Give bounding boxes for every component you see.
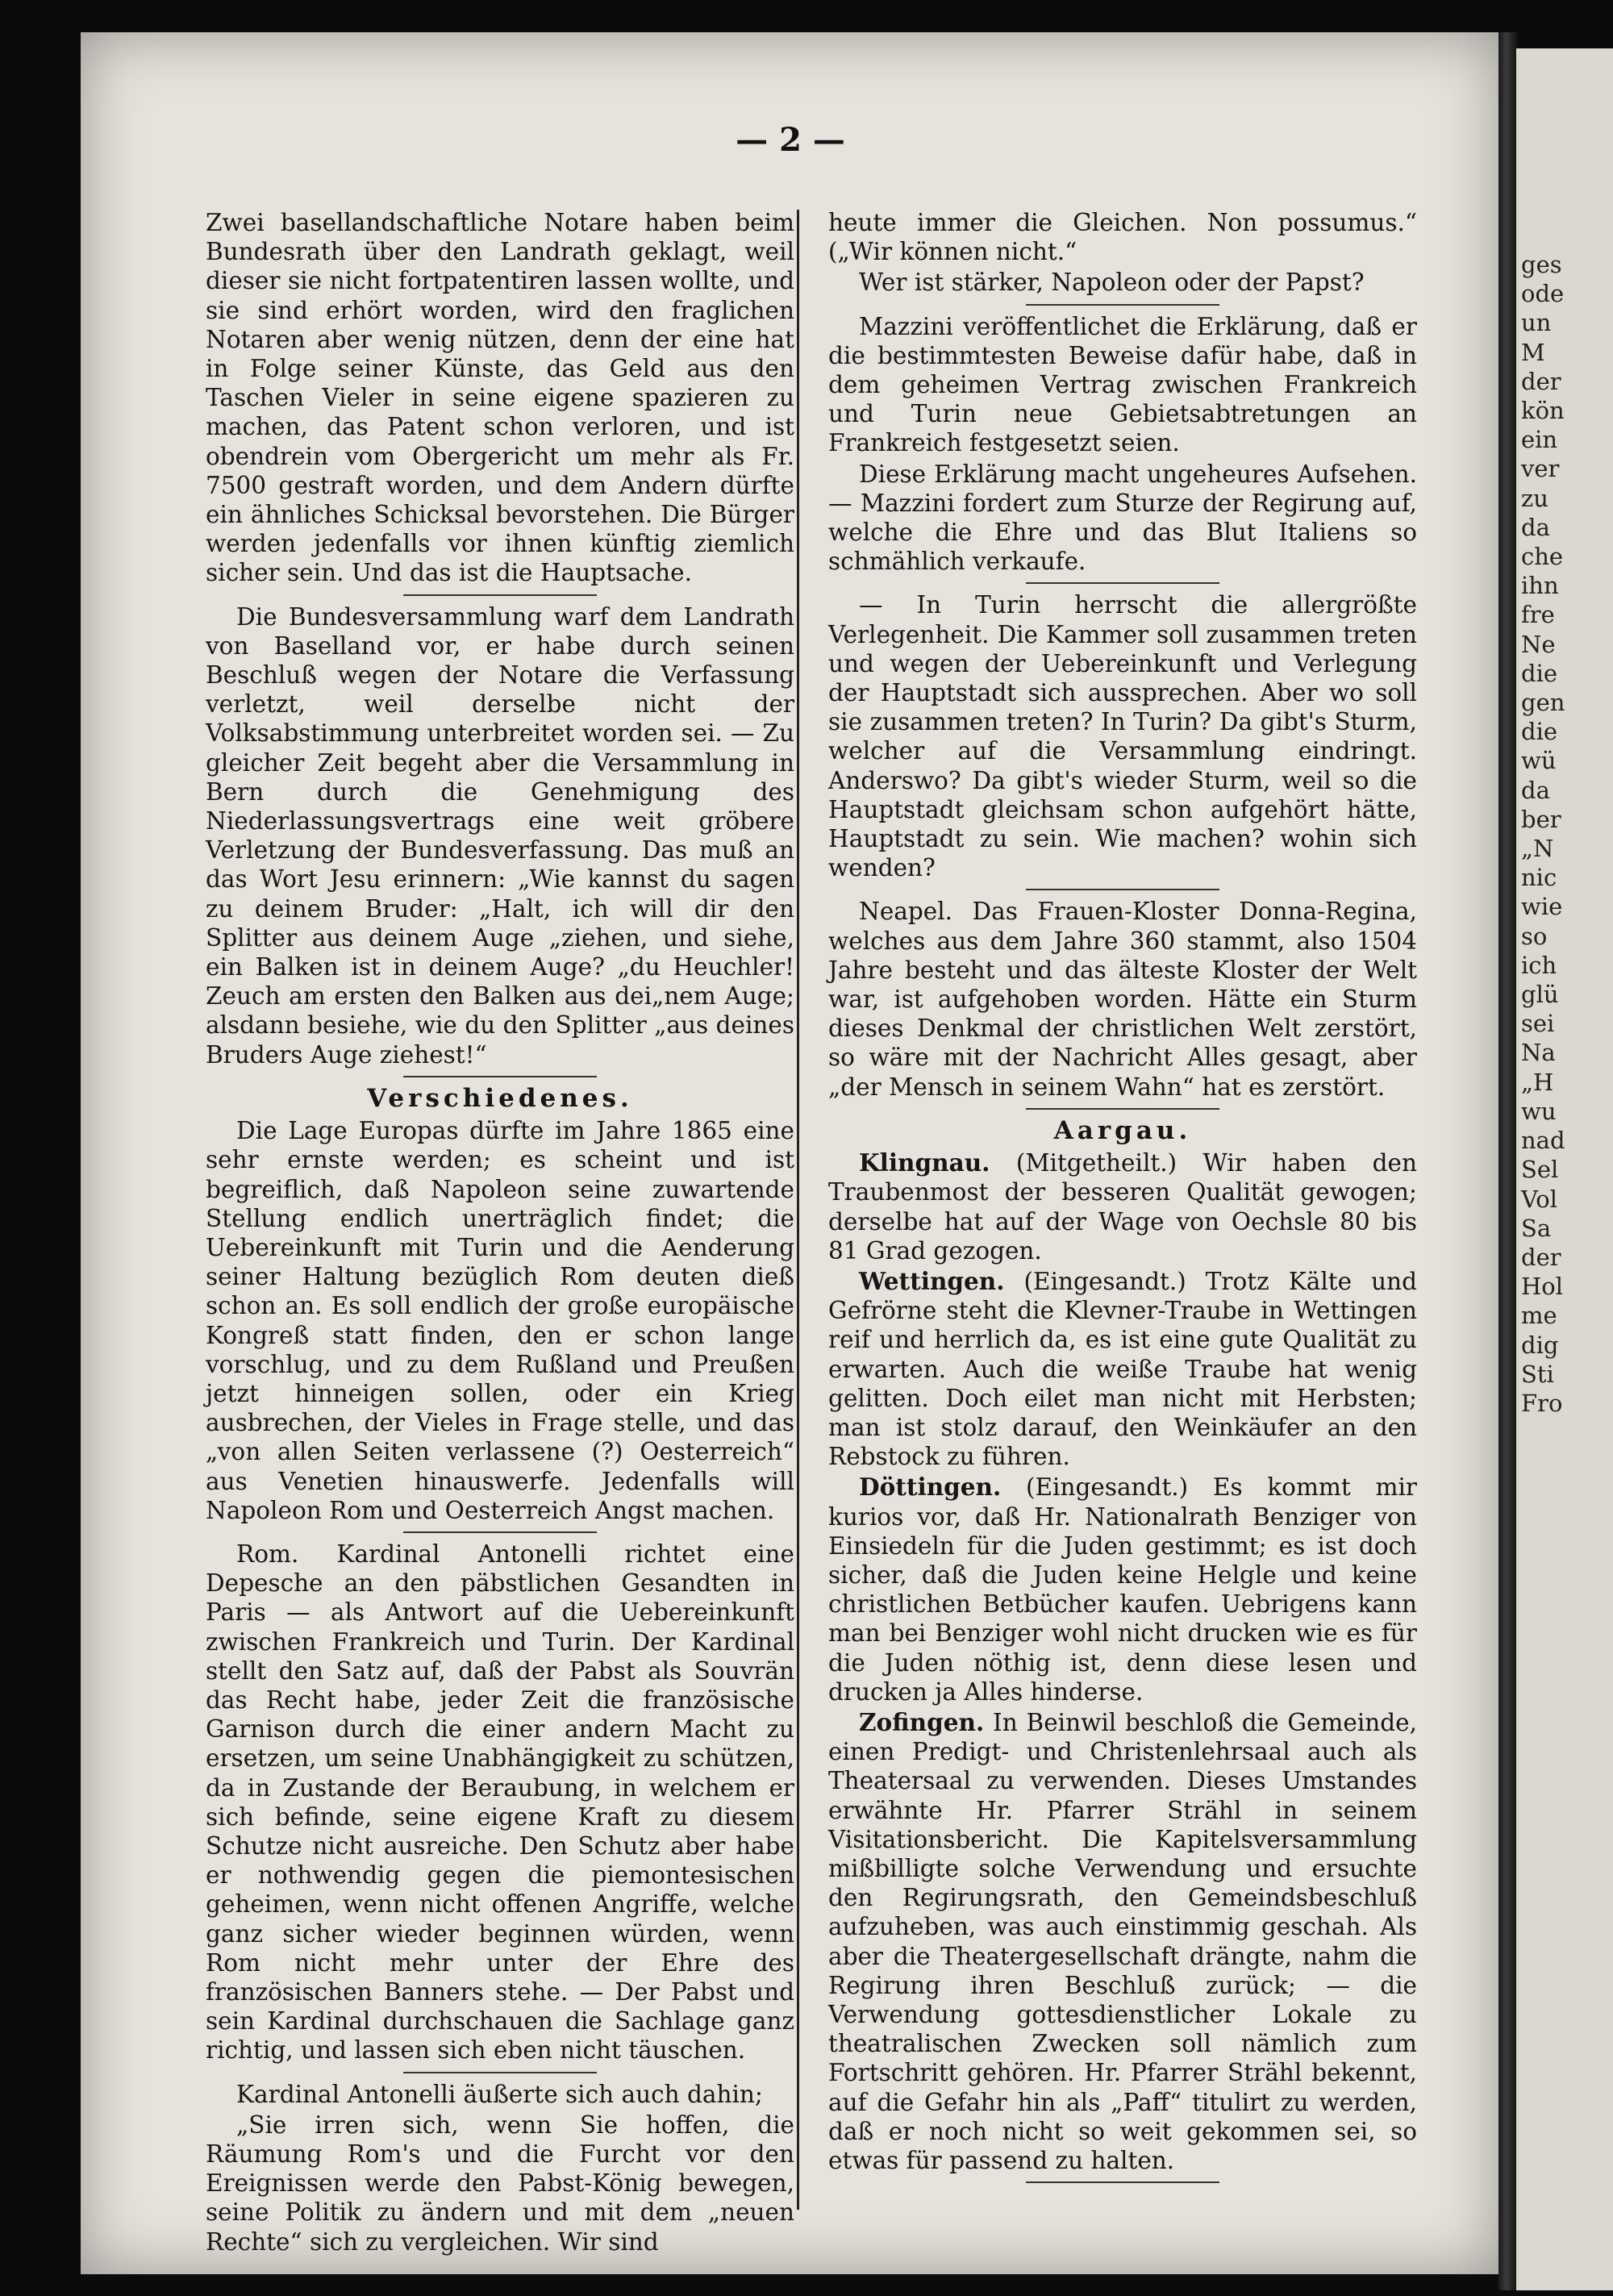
next-page-line-fragment: gen — [1521, 689, 1565, 717]
next-page-line-fragment: ber — [1521, 805, 1561, 833]
next-page-line-fragment: Sa — [1521, 1214, 1552, 1242]
newspaper-page — [81, 32, 1500, 2274]
article-neapel: Neapel. Das Frauen-Kloster Donna-Regina, welches aus dem Jahre 360 stammt, also 1504 Jahre besteht und das älteste Kloster der Welt war, ist aufgehoben worden. Hätte ein Sturm dieses Denkmal der christlichen Welt zerstört, so wäre mit der Nachricht Alles gesagt, aber „der Mensch in seinem Wahn“ hat es zerstört. — [828, 898, 1417, 1101]
next-page-edge — [1516, 48, 1613, 2290]
next-page-line-fragment: die — [1521, 659, 1558, 687]
next-page-line-fragment: nad — [1521, 1127, 1565, 1155]
article-non-possumus: heute immer die Gleichen. Non possumus.“ („Wir können nicht.“ — [828, 209, 1417, 266]
place-doettingen: Döttingen. — [859, 1473, 1002, 1502]
next-page-line-fragment: ihn — [1521, 572, 1559, 600]
next-page-line-fragment: Sti — [1521, 1360, 1554, 1388]
next-page-line-fragment: Fro — [1521, 1389, 1563, 1417]
next-page-line-fragment: zu — [1521, 484, 1548, 512]
next-page-line-fragment: da — [1521, 513, 1550, 541]
next-page-line-fragment: fre — [1521, 601, 1555, 629]
article-zofingen: Zofingen. In Beinwil beschloß die Gemeinde, einen Predigt- und Christenlehrsaal auch als Theatersaal zu verwenden. Dieses Umstandes erwähnte Hr. Pfarrer Strähl in seinem Visitationsbericht. Die Kapitelsversammlung mißbilligte solche Verwendung und ersuchte den Regirungsrath, den Gemeindsbeschluß aufzuheben, was auch einstimmig geschah. Als aber die Theatergesellschaft drängte, nahm die Regirung ihren Beschluß zurück; — die Verwendung gottesdienstlicher Lokale zu theatralischen Zwecken soll nämlich zum Fortschritt gehören. Hr. Pfarrer Strähl bekennt, auf die Gefahr hin als „Paff“ titulirt zu werden, daß er noch nicht so weit gekommen sei, so etwas für passend zu halten. — [828, 1707, 1417, 2174]
next-page-line-fragment: Hol — [1521, 1273, 1564, 1301]
right-column — [828, 208, 1417, 2190]
next-page-line-fragment: me — [1521, 1302, 1557, 1330]
next-page-line-fragment: Sel — [1521, 1156, 1559, 1184]
column-divider — [797, 210, 799, 2210]
next-page-line-fragment: ich — [1521, 951, 1557, 979]
next-page-line-fragment: un — [1521, 309, 1552, 337]
separator-rule — [403, 1076, 597, 1077]
next-page-line-fragment: ein — [1521, 426, 1558, 454]
separator-rule — [1026, 582, 1219, 584]
separator-rule — [403, 1531, 597, 1533]
next-page-line-fragment: dig — [1521, 1331, 1559, 1359]
article-notare: Zwei basellandschaftliche Notare haben beim Bundesrath über den Landrath geklagt, weil dieser sie nicht fortpatentiren lassen wollte, und sie sind erhört worden, wird den fraglichen Notaren aber wenig nützen, denn der eine hat in Folge seiner Künste, das Geld aus den Taschen Vieler in seine eigene spazieren zu machen, das Patent schon verloren, und ist obendrein vom Obergericht um mehr als Fr. 7500 gestraft worden, und dem Andern dürfte ein ähnliches Schicksal bevorstehen. Die Bürger werden jedenfalls vor ihnen künftig ziemlich sicher sein. Und das ist die Hauptsache. — [206, 209, 794, 587]
page-number: — 2 — — [736, 121, 845, 159]
next-page-line-fragment: da — [1521, 776, 1550, 804]
next-page-line-fragment: glü — [1521, 981, 1559, 1009]
separator-rule — [1026, 889, 1219, 890]
separator-rule — [1026, 2181, 1219, 2183]
next-page-line-fragment: der — [1521, 1243, 1561, 1271]
next-page-line-fragment: der — [1521, 367, 1561, 395]
article-rom: Rom. Kardinal Antonelli richtet eine Depesche an den päbstlichen Gesandten in Paris — als Antwort auf die Uebereinkunft zwischen Frankreich und Turin. Der Kardinal stellt den Satz auf, daß der Pabst als Souvrän das Recht habe, jeder Zeit die französische Garnison durch die einer andern Macht zu ersetzen, um seine Unabhängigkeit zu schützen, da in Zustande der Beraubung, in welchem er sich befinde, seine eigene Kraft zu diesem Schutze nicht ausreiche. Den Schutz aber habe er nothwendig gegen die piemontesischen geheimen, wenn nicht offenen Angriffe, welche ganz sicher wieder beginnen würden, wenn Rom nicht mehr unter der Ehre des französischen Banners stehe. — Der Pabst und sein Kardinal durchschauen die Sachlage ganz richtig, und lassen sich eben nicht täuschen. — [206, 1540, 794, 2065]
article-wettingen: Wettingen. (Eingesandt.) Trotz Kälte und Gefrörne steht die Klevner-Traube in Wettingen reif und herrlich da, es ist eine gute Qualität zu erwarten. Auch die weiße Traube hat wenig gelitten. Doch eilet man nicht mit Herbsten; man ist stolz darauf, den Weinkäufer an den Rebstock zu führen. — [828, 1266, 1417, 1471]
section-heading-aargau: Aargau. — [1053, 1115, 1192, 1145]
next-page-line-fragment: M — [1521, 338, 1545, 366]
article-bundesversammlung: Die Bundesversammlung warf dem Landrath von Baselland vor, er habe durch seinen Beschluß wegen der Notare die Verfassung verletzt, weil derselbe nicht der Volksabstimmung unterbreitet worden sei. — Zu gleicher Zeit begeht aber die Versammlung in Bern durch die Genehmigung des Niederlassungsvertrags eine weit gröbere Verletzung der Bundesverfassung. Das muß an das Wort Jesu erinnern: „Wie kannst du sagen zu deinem Bruder: „Halt, ich will dir den Splitter aus deinem Auge „ziehen, und siehe, ein Balken ist in deinem Auge? „du Heuchler! Zeuch am ersten den Balken aus dei„nem Auge; alsdann besiehe, wie du den Splitter „aus deines Bruders Auge ziehest!“ — [206, 602, 794, 1069]
article-europa: Die Lage Europas dürfte im Jahre 1865 eine sehr ernste werden; es scheint und ist begreiflich, daß Napoleon seine zuwartende Stellung endlich unerträglich findet; die Uebereinkunft mit Turin und die Aenderung seiner Haltung bezüglich Rom deuten dieß schon an. Es soll endlich der große europäische Kongreß statt finden, den er schon lange vorschlug, und zu dem Rußland und Preußen jetzt hinneigen sollen, oder ein Krieg ausbrechen, der Vieles in Frage stelle, und das „von allen Seiten verlassene (?) Oesterreich“ aus Venetien hinauswerfe. Jedenfalls will Napoleon Rom und Oesterreich Angst machen. — [206, 1117, 794, 1524]
next-page-line-fragment: nic — [1521, 864, 1557, 892]
next-page-line-fragment: wü — [1521, 747, 1557, 775]
next-page-line-fragment: wie — [1521, 893, 1563, 921]
article-mazzini: Mazzini veröffentlichet die Erklärung, daß er die bestimmtesten Beweise dafür habe, daß in dem geheimen Vertrag zwischen Frankreich und Turin neue Gebietsabtretungen an Frankreich festgesetzt seien. — [828, 312, 1417, 457]
article-turin: — In Turin herrscht die allergrößte Verlegenheit. Die Kammer soll zusammen treten und wegen der Uebereinkunft und Verlegung der Hauptstadt sich aussprechen. Aber wo soll sie zusammen treten? In Turin? Da gibt's Sturm, welcher auf die Versammlung eindringt. Anderswo? Da gibt's wieder Sturm, weil so die Hauptstadt gleichsam schon aufgehört hätte, Hauptstadt zu sein. Wie machen? wohin sich wenden? — [828, 591, 1417, 882]
article-doettingen: Döttingen. (Eingesandt.) Es kommt mir kurios vor, daß Hr. Nationalrath Benziger von Einsiedeln für die Juden gestimmt; es ist doch sicher, daß die Juden keine Helgle und keine christlichen Betbücher kaufen. Uebrigens kann man bei Benziger wohl nicht drucken wie es für die Juden nöthig ist, denn diese lesen und drucken ja Alles hinderse. — [828, 1473, 1417, 1706]
section-heading-verschiedenes: Verschiedenes. — [367, 1083, 633, 1113]
next-page-line-fragment: ver — [1521, 455, 1560, 483]
next-page-line-fragment: che — [1521, 543, 1564, 571]
next-page-line-fragment: „H — [1521, 1068, 1554, 1096]
article-antonelli-quote: „Sie irren sich, wenn Sie hoffen, die Räumung Rom's und die Furcht vor den Ereignissen werde den Pabst-König bewegen, seine Politik zu ändern und mit dem „neuen Rechte“ sich zu vergleichen. Wir sind — [206, 2111, 794, 2256]
separator-rule — [1026, 304, 1219, 306]
next-page-line-fragment: wu — [1521, 1097, 1557, 1125]
article-klingnau: Klingnau. (Mitgetheilt.) Wir haben den Traubenmost der besseren Qualität gewogen; derselbe hat auf der Wage von Oechsle 80 bis 81 Grad gezogen. — [828, 1148, 1417, 1265]
article-antonelli-intro: Kardinal Antonelli äußerte sich auch dahin; — [236, 2080, 763, 2108]
separator-rule — [1026, 1108, 1219, 1110]
place-zofingen: Zofingen. — [859, 1707, 985, 1736]
next-page-line-fragment: Ne — [1521, 630, 1556, 658]
next-page-line-fragment: „N — [1521, 835, 1554, 863]
next-page-line-fragment: Na — [1521, 1039, 1556, 1067]
next-page-line-fragment: so — [1521, 922, 1548, 950]
next-page-line-fragment: kön — [1521, 397, 1565, 425]
place-klingnau: Klingnau. — [859, 1148, 990, 1177]
next-page-line-fragment: die — [1521, 718, 1558, 746]
question-napoleon-papst: Wer ist stärker, Napoleon oder der Papst? — [859, 269, 1365, 297]
next-page-line-fragment: ges — [1521, 251, 1562, 278]
next-page-line-fragment: ode — [1521, 280, 1565, 308]
article-mazzini-followup: Diese Erklärung macht ungeheures Aufsehen. — Mazzini fordert zum Sturze der Regirung auf, welche die Ehre und das Blut Italiens so schmählich verkaufe. — [828, 460, 1417, 576]
next-page-line-fragment: Vol — [1521, 1185, 1558, 1213]
next-page-line-fragment: sei — [1521, 1010, 1555, 1038]
left-column — [206, 208, 794, 2258]
place-wettingen: Wettingen. — [859, 1266, 1005, 1295]
book-spine — [1498, 32, 1518, 2290]
separator-rule — [403, 2072, 597, 2073]
separator-rule — [403, 594, 597, 596]
